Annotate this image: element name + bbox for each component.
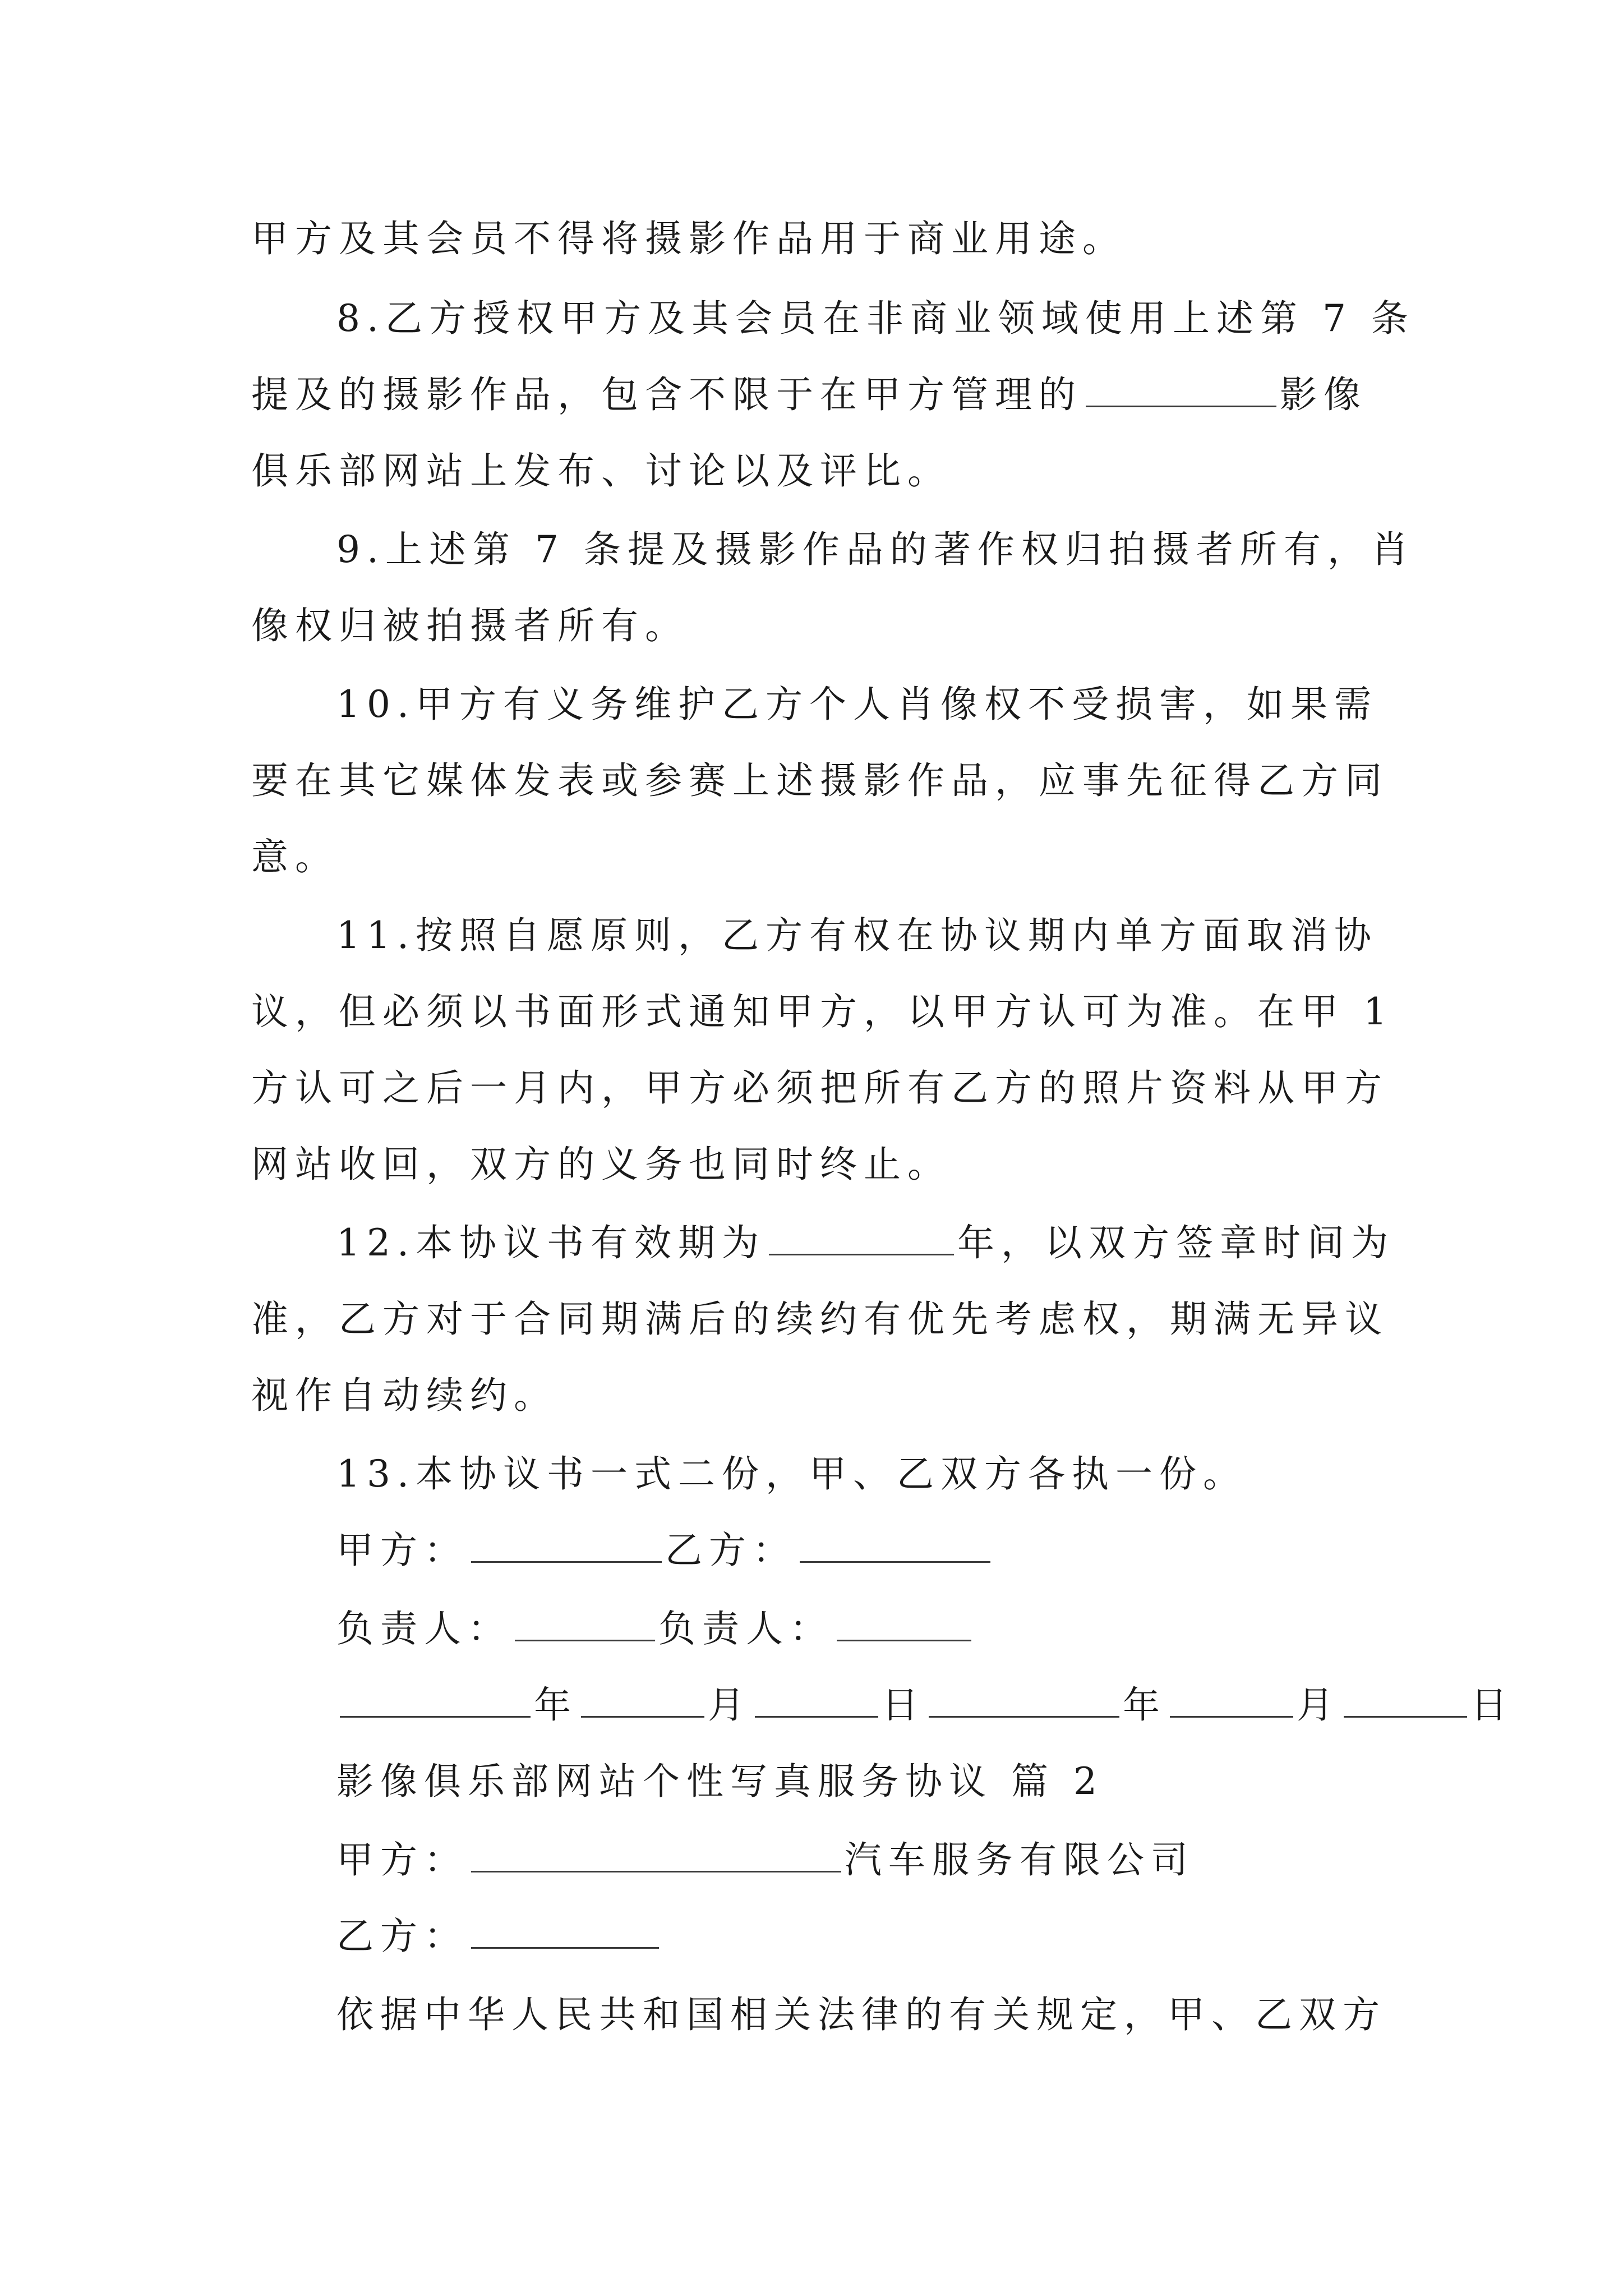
responsible-b-label: 负责人： — [658, 1607, 833, 1650]
line-text: 意。 — [251, 835, 339, 878]
body-line — [251, 599, 689, 653]
body-line — [251, 1138, 951, 1191]
section-heading — [336, 1755, 1104, 1809]
signature-responsible-line — [336, 1602, 975, 1656]
body-line — [251, 754, 1389, 808]
fill-blank — [800, 1530, 990, 1563]
line-text: 13.本协议书一式二份，甲、乙双方各执一份。 — [336, 1452, 1247, 1496]
body-line — [336, 1988, 1386, 2042]
line-text: 依据中华人民共和国相关法律的有关规定，甲、乙双方 — [336, 1993, 1386, 2036]
clause-13-line — [336, 1447, 1247, 1501]
line-text: 网站收回，双方的义务也同时终止。 — [251, 1143, 951, 1186]
line-text: 要在其它媒体发表或参赛上述摄影作品，应事先征得乙方同 — [251, 759, 1389, 802]
line-text: 8.乙方授权甲方及其会员在非商业领域使用上述第 7 条 — [336, 297, 1415, 340]
fill-blank — [1086, 374, 1276, 407]
line-text: 影像 — [1280, 373, 1367, 416]
heading-text: 影像俱乐部网站个性写真服务协议 篇 2 — [336, 1760, 1104, 1803]
party-a-label: 甲方： — [336, 1529, 468, 1572]
fill-blank — [929, 1685, 1119, 1718]
body-line — [251, 985, 1394, 1039]
fill-blank — [581, 1685, 704, 1718]
fill-blank — [471, 1916, 659, 1949]
body-line — [251, 1061, 1389, 1115]
fill-blank — [1170, 1685, 1293, 1718]
clause-12-line — [336, 1216, 1395, 1270]
line-text: 12.本协议书有效期为 — [336, 1221, 766, 1264]
line-text: 11.按照自愿原则，乙方有权在协议期内单方面取消协 — [336, 914, 1378, 957]
line-text: 甲方及其会员不得将摄影作品用于商业用途。 — [251, 217, 1126, 260]
signature-date-line — [336, 1678, 1514, 1732]
clause-9-line — [336, 523, 1415, 577]
company-text: 汽车服务有限公司 — [845, 1838, 1195, 1881]
fill-blank — [515, 1608, 655, 1641]
clause-11-line — [336, 909, 1378, 963]
party-a-line — [336, 1833, 1195, 1887]
line-text: 像权归被拍摄者所有。 — [251, 604, 689, 647]
day-label: 日 — [1470, 1683, 1514, 1727]
party-b-label: 乙方： — [665, 1529, 796, 1572]
party-b-label: 乙方： — [336, 1915, 468, 1958]
line-text: 议，但必须以书面形式通知甲方，以甲方认可为准。在甲 1 — [251, 990, 1394, 1033]
party-a-label: 甲方： — [336, 1838, 468, 1881]
fill-blank — [340, 1685, 531, 1718]
fill-blank — [769, 1222, 954, 1255]
day-label: 日 — [882, 1683, 925, 1727]
party-b-line — [336, 1910, 662, 1963]
month-label: 月 — [708, 1683, 751, 1727]
body-line — [251, 212, 1126, 266]
signature-party-line — [336, 1524, 994, 1577]
clause-10-line — [336, 678, 1378, 731]
fill-blank — [837, 1608, 971, 1641]
line-text: 方认可之后一月内，甲方必须把所有乙方的照片资料从甲方 — [251, 1066, 1389, 1110]
body-line — [251, 444, 951, 498]
fill-blank — [471, 1530, 662, 1563]
month-label: 月 — [1297, 1683, 1340, 1727]
fill-blank — [471, 1839, 841, 1872]
body-line — [251, 830, 339, 884]
body-line — [251, 368, 1367, 422]
line-text: 10.甲方有义务维护乙方个人肖像权不受损害，如果需 — [336, 683, 1378, 726]
fill-blank — [1344, 1685, 1467, 1718]
line-text: 俱乐部网站上发布、讨论以及评比。 — [251, 449, 951, 493]
year-label: 年 — [534, 1683, 578, 1727]
year-label: 年 — [1123, 1683, 1166, 1727]
body-line — [251, 1292, 1389, 1346]
fill-blank — [755, 1685, 878, 1718]
line-text: 准，乙方对于合同期满后的续约有优先考虑权，期满无异议 — [251, 1297, 1389, 1341]
line-text: 提及的摄影作品，包含不限于在甲方管理的 — [251, 373, 1082, 416]
clause-8-line — [336, 292, 1415, 346]
line-text: 视作自动续约。 — [251, 1374, 557, 1417]
line-text: 年，以双方签章时间为 — [957, 1221, 1395, 1264]
responsible-a-label: 负责人： — [336, 1607, 511, 1650]
body-line — [251, 1369, 557, 1423]
line-text: 9.上述第 7 条提及摄影作品的著作权归拍摄者所有，肖 — [336, 528, 1415, 571]
